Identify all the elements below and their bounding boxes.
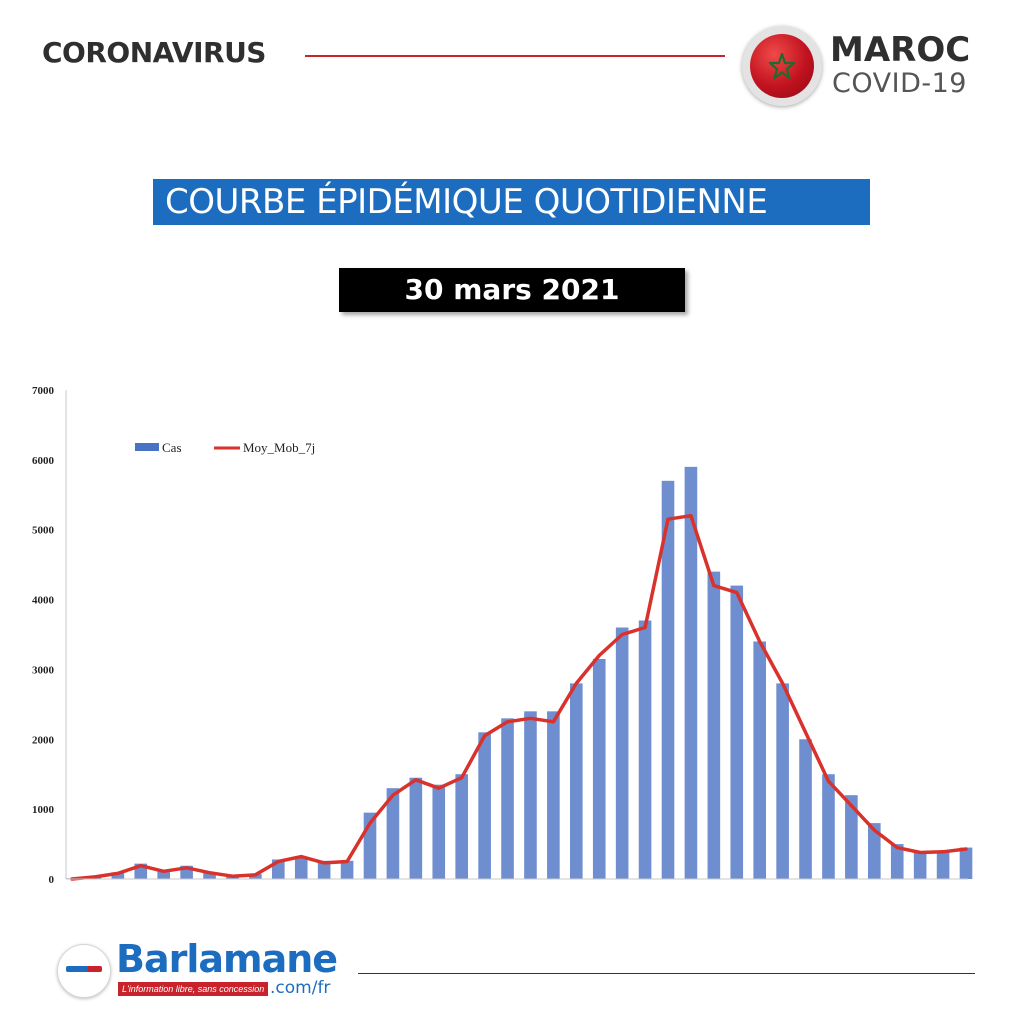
flag-badge (742, 26, 822, 106)
bar-cas (914, 851, 927, 879)
bar-cas (432, 785, 445, 879)
y-tick-label: 7000 (32, 385, 54, 397)
y-tick-label: 5000 (32, 524, 54, 537)
bar-cas (730, 586, 743, 879)
brand-tagline: L'information libre, sans concession (118, 982, 268, 996)
y-tick-label: 6000 (32, 454, 54, 467)
bar-cas (639, 621, 652, 879)
header-right-subtitle: COVID-19 (832, 68, 967, 99)
y-tick-label: 2000 (32, 734, 54, 747)
bars-group (66, 467, 973, 879)
epidemic-chart (0, 370, 1000, 900)
bar-cas (478, 732, 491, 879)
y-tick-label: 4000 (32, 594, 54, 607)
bar-cas (547, 711, 560, 879)
bar-cas (501, 718, 514, 879)
star-icon (768, 52, 796, 80)
brand-logo-circle (57, 944, 111, 998)
bar-cas (799, 739, 812, 879)
header-right-title: MAROC (830, 30, 971, 70)
bar-cas (708, 572, 721, 879)
legend-label-cas: Cas (162, 440, 182, 455)
legend (135, 440, 315, 455)
legend-swatch-cas (135, 443, 159, 451)
y-tick-labels (32, 385, 55, 886)
bar-cas (455, 774, 468, 879)
bar-cas (776, 683, 789, 879)
title-banner: COURBE ÉPIDÉMIQUE QUOTIDIENNE (153, 179, 870, 225)
bar-cas (524, 711, 537, 879)
legend-label-moy: Moy_Mob_7j (243, 440, 316, 455)
bar-cas (822, 774, 835, 879)
y-tick-label: 1000 (32, 804, 54, 817)
header-left-title: CORONAVIRUS (42, 36, 266, 69)
bar-cas (616, 628, 629, 879)
bar-cas (410, 778, 423, 879)
brand-domain: .com/fr (270, 978, 331, 998)
bar-cas (753, 641, 766, 879)
morocco-flag-icon (750, 34, 814, 98)
date-banner: 30 mars 2021 (339, 268, 685, 312)
bar-cas (937, 851, 950, 879)
footer-divider (358, 973, 975, 974)
y-tick-label: 3000 (32, 664, 54, 677)
bar-cas (593, 659, 606, 879)
bar-cas (341, 861, 354, 879)
bar-cas (295, 858, 308, 879)
brand-name: Barlamane (116, 937, 338, 981)
bar-cas (960, 848, 973, 879)
bar-cas (570, 683, 583, 879)
y-tick-label: 0 (48, 874, 54, 886)
header-divider (305, 55, 725, 57)
